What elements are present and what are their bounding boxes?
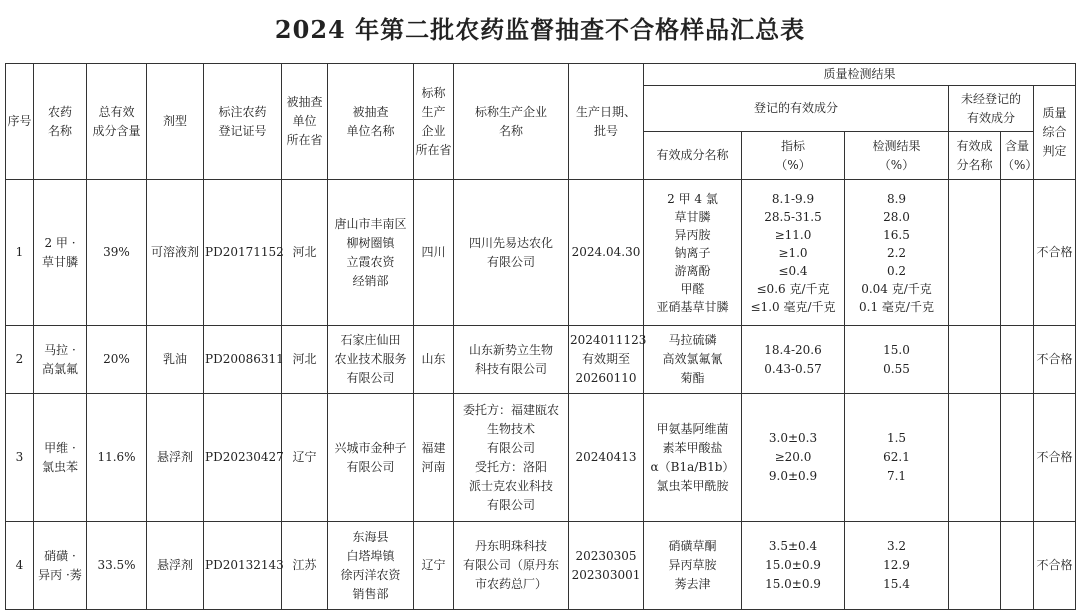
cell-seq: 4 — [6, 522, 34, 610]
header-unregistered: 未经登记的 有效成分 — [949, 86, 1034, 132]
cell-prov: 河北 — [282, 180, 328, 326]
cell-seq: 3 — [6, 394, 34, 522]
header-unit: 被抽查 单位名称 — [328, 64, 414, 180]
cell-form: 悬浮剂 — [147, 394, 204, 522]
header-registered: 登记的有效成分 — [644, 86, 949, 132]
header-result: 检测结果 （%） — [845, 132, 949, 180]
header-prov: 被抽查 单位 所在省 — [282, 64, 328, 180]
cell-name: 甲维 · 氯虫苯 — [34, 394, 87, 522]
cell-mprov: 辽宁 — [414, 522, 454, 610]
cell-unit: 兴城市金种子 有限公司 — [328, 394, 414, 522]
cell-components: 2 甲 4 氯 草甘膦 异丙胺 钠离子 游离酚 甲醛 亚硝基草甘膦 — [644, 180, 742, 326]
cell-prov: 河北 — [282, 326, 328, 394]
header-quality: 质量检测结果 — [644, 64, 1076, 86]
summary-table — [5, 63, 1076, 610]
cell-unit: 东海县 白塔埠镇 徐丙洋农资 销售部 — [328, 522, 414, 610]
cell-un-name — [949, 522, 1001, 610]
cell-unit: 唐山市丰南区 柳树圈镇 立霞农资 经销部 — [328, 180, 414, 326]
page-title: 2024 年第二批农药监督抽查不合格样品汇总表 — [274, 15, 806, 44]
cell-form: 悬浮剂 — [147, 522, 204, 610]
cell-maker: 丹东明珠科技 有限公司（原丹东 市农药总厂） — [454, 522, 569, 610]
cell-result: 3.2 12.9 15.4 — [845, 522, 949, 610]
cell-date: 2024.04.30 — [569, 180, 644, 326]
header-un-name: 有效成 分名称 — [949, 132, 1001, 180]
header-maker: 标称生产企业 名称 — [454, 64, 569, 180]
cell-mprov: 四川 — [414, 180, 454, 326]
cell-reg: PD20171152 — [204, 180, 282, 326]
header-row-1 — [6, 64, 1076, 86]
cell-mprov: 山东 — [414, 326, 454, 394]
cell-un-content — [1001, 394, 1034, 522]
header-date: 生产日期、 批号 — [569, 64, 644, 180]
table-row — [6, 326, 1076, 394]
cell-un-name — [949, 326, 1001, 394]
cell-date: 2024011123 有效期至 20260110 — [569, 326, 644, 394]
cell-index: 3.5±0.4 15.0±0.9 15.0±0.9 — [742, 522, 845, 610]
cell-content: 33.5% — [87, 522, 147, 610]
table-row — [6, 394, 1076, 522]
cell-judge: 不合格 — [1034, 522, 1076, 610]
cell-date: 20240413 — [569, 394, 644, 522]
cell-maker: 山东新势立生物 科技有限公司 — [454, 326, 569, 394]
header-comp-name: 有效成分名称 — [644, 132, 742, 180]
cell-maker: 委托方：福建瓯农 生物技术 有限公司 受托方：洛阳 派士克农业科技 有限公司 — [454, 394, 569, 522]
header-form: 剂型 — [147, 64, 204, 180]
cell-prov: 辽宁 — [282, 394, 328, 522]
cell-components: 硝磺草酮 异丙草胺 莠去津 — [644, 522, 742, 610]
header-un-content: 含量 （%） — [1001, 132, 1034, 180]
cell-result: 8.9 28.0 16.5 2.2 0.2 0.04 克/千克 0.1 毫克/千克 — [845, 180, 949, 326]
cell-components: 马拉硫磷 高效氯氟氰 菊酯 — [644, 326, 742, 394]
header-mprov: 标称 生产 企业 所在省 — [414, 64, 454, 180]
cell-unit: 石家庄仙田 农业技术服务 有限公司 — [328, 326, 414, 394]
cell-judge: 不合格 — [1034, 394, 1076, 522]
cell-judge: 不合格 — [1034, 180, 1076, 326]
cell-name: 2 甲 · 草甘膦 — [34, 180, 87, 326]
cell-seq: 2 — [6, 326, 34, 394]
cell-un-content — [1001, 180, 1034, 326]
header-judge: 质量 综合 判定 — [1034, 86, 1076, 180]
cell-date: 20230305 202303001 — [569, 522, 644, 610]
cell-mprov: 福建 河南 — [414, 394, 454, 522]
cell-maker: 四川先易达农化 有限公司 — [454, 180, 569, 326]
cell-un-name — [949, 394, 1001, 522]
cell-reg: PD20132143 — [204, 522, 282, 610]
cell-prov: 江苏 — [282, 522, 328, 610]
cell-index: 18.4-20.6 0.43-0.57 — [742, 326, 845, 394]
table-row — [6, 522, 1076, 610]
table-row — [6, 180, 1076, 326]
cell-content: 39% — [87, 180, 147, 326]
cell-result: 15.0 0.55 — [845, 326, 949, 394]
cell-name: 马拉 · 高氯氟 — [34, 326, 87, 394]
cell-index: 8.1-9.9 28.5-31.5 ≥11.0 ≥1.0 ≤0.4 ≤0.6 克/千克 ≤1.0 毫克/千克 — [742, 180, 845, 326]
cell-content: 20% — [87, 326, 147, 394]
cell-result: 1.5 62.1 7.1 — [845, 394, 949, 522]
header-name: 农药 名称 — [34, 64, 87, 180]
header-content: 总有效 成分含量 — [87, 64, 147, 180]
cell-form: 可溶液剂 — [147, 180, 204, 326]
cell-seq: 1 — [6, 180, 34, 326]
cell-un-name — [949, 180, 1001, 326]
header-index: 指标 （%） — [742, 132, 845, 180]
cell-components: 甲氨基阿维菌 素苯甲酸盐 α（B1a/B1b） 氯虫苯甲酰胺 — [644, 394, 742, 522]
cell-judge: 不合格 — [1034, 326, 1076, 394]
header-reg: 标注农药 登记证号 — [204, 64, 282, 180]
cell-index: 3.0±0.3 ≥20.0 9.0±0.9 — [742, 394, 845, 522]
cell-content: 11.6% — [87, 394, 147, 522]
cell-un-content — [1001, 326, 1034, 394]
cell-un-content — [1001, 522, 1034, 610]
cell-reg: PD20230427 — [204, 394, 282, 522]
cell-name: 硝磺 · 异丙 ·莠 — [34, 522, 87, 610]
header-seq: 序号 — [6, 64, 34, 180]
cell-form: 乳油 — [147, 326, 204, 394]
cell-reg: PD20086311 — [204, 326, 282, 394]
